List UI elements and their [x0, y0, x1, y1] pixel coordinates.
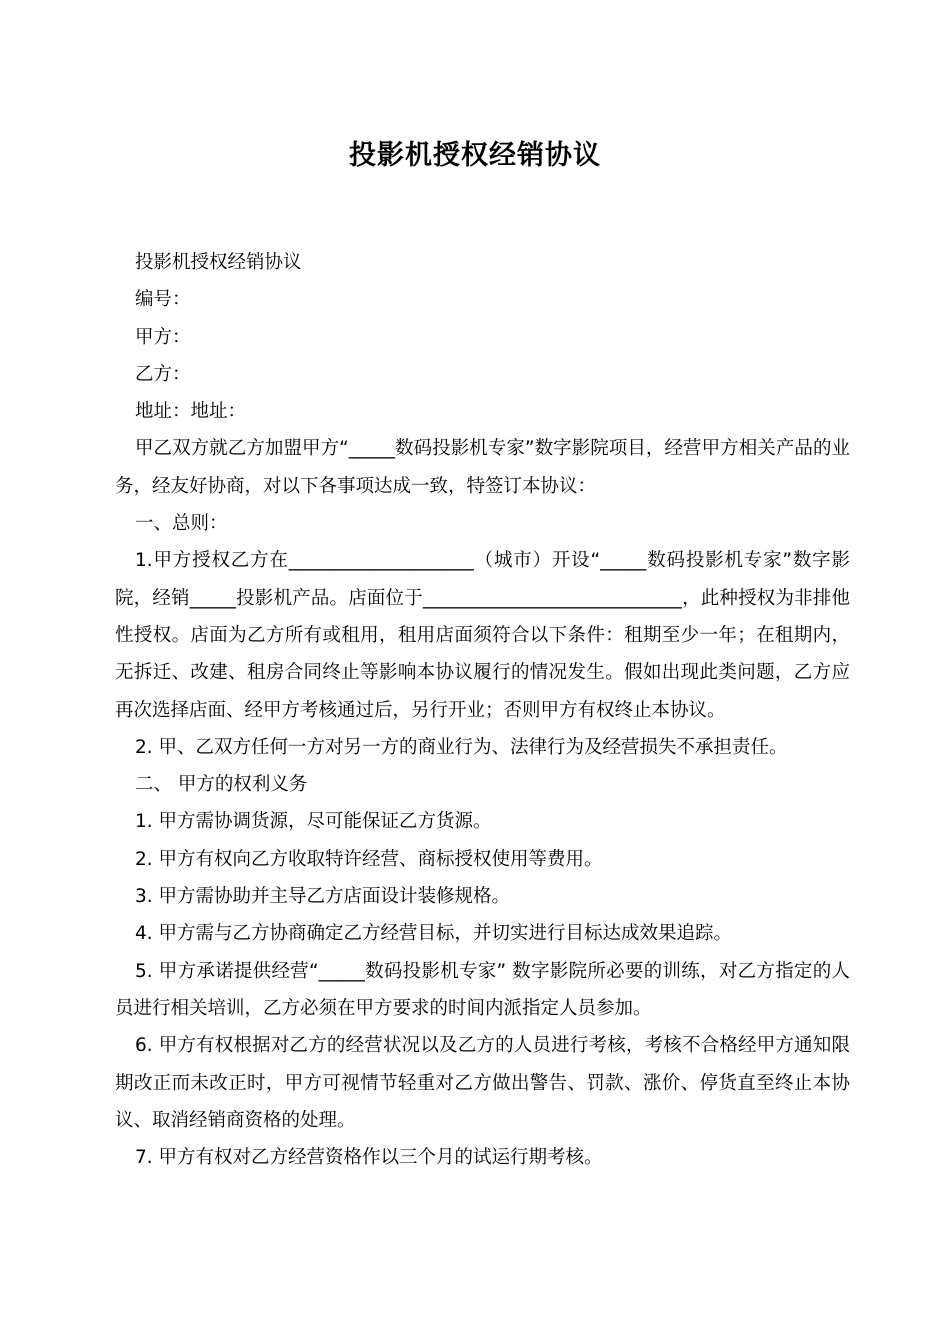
clause-party-a-6: 6. 甲方有权根据对乙方的经营状况以及乙方的人员进行考核，考核不合格经甲方通知限期改正而未改正时，甲方可视情节轻重对乙方做出警告、罚款、涨价、停货直至终止本协议、取消经销商资格的处理。 [115, 1035, 850, 1131]
clause-party-a-7: 7. 甲方有权对乙方经营资格作以三个月的试运行期考核。 [135, 1147, 603, 1169]
clause-general-2: 2. 甲、乙双方任何一方对另一方的商业行为、法律行为及经营损失不承担责任。 [135, 736, 788, 758]
clause-party-a-1: 1. 甲方需协调货源，尽可能保证乙方货源。 [135, 811, 492, 833]
clause-party-a-4: 4. 甲方需与乙方协商确定乙方经营目标，并切实进行目标达成效果追踪。 [135, 923, 733, 945]
paragraph-party-b: 乙方： [135, 363, 191, 385]
clause-party-a-2: 2. 甲方有权向乙方收取特许经营、商标授权使用等费用。 [135, 848, 603, 870]
clause-general-1: 1.甲方授权乙方在____________________（城市）开设“_____数码投影机专家”数字影院，经销_____投影机产品。店面位于____________________________，此种授权为非排他性授权。店面为乙方所有或租用，租用店面须符合以下条件：租期至少一年；在租期内，无拆迁、改建、租房合同终止等影响本协议履行的情况发生。假如出现此类问题，乙方应再次选择店面、经甲方考核通过后，另行开业；否则甲方有权终止本协议。 [115, 550, 850, 721]
paragraph-preamble: 甲乙双方就乙方加盟甲方“_____数码投影机专家”数字影院项目，经营甲方相关产品的业务，经友好协商，对以下各事项达成一致，特签订本协议： [115, 438, 850, 497]
document-body [115, 244, 850, 1176]
paragraph-heading: 投影机授权经销协议 [135, 252, 302, 273]
section-heading-party-a-rights: 二、 甲方的权利义务 [135, 774, 308, 796]
clause-party-a-3: 3. 甲方需协助并主导乙方店面设计装修规格。 [135, 886, 511, 908]
clause-party-a-5: 5. 甲方承诺提供经营“_____数码投影机专家” 数字影院所必要的训练，对乙方指定的人员进行相关培训，乙方必须在甲方要求的时间内派指定人员参加。 [115, 960, 850, 1019]
paragraph-number: 编号： [135, 289, 191, 311]
paragraph-party-a: 甲方： [135, 326, 191, 348]
section-heading-general: 一、总则： [135, 513, 228, 535]
paragraph-address: 地址：地址： [135, 401, 247, 423]
document-title: 投影机授权经销协议 [349, 140, 601, 171]
